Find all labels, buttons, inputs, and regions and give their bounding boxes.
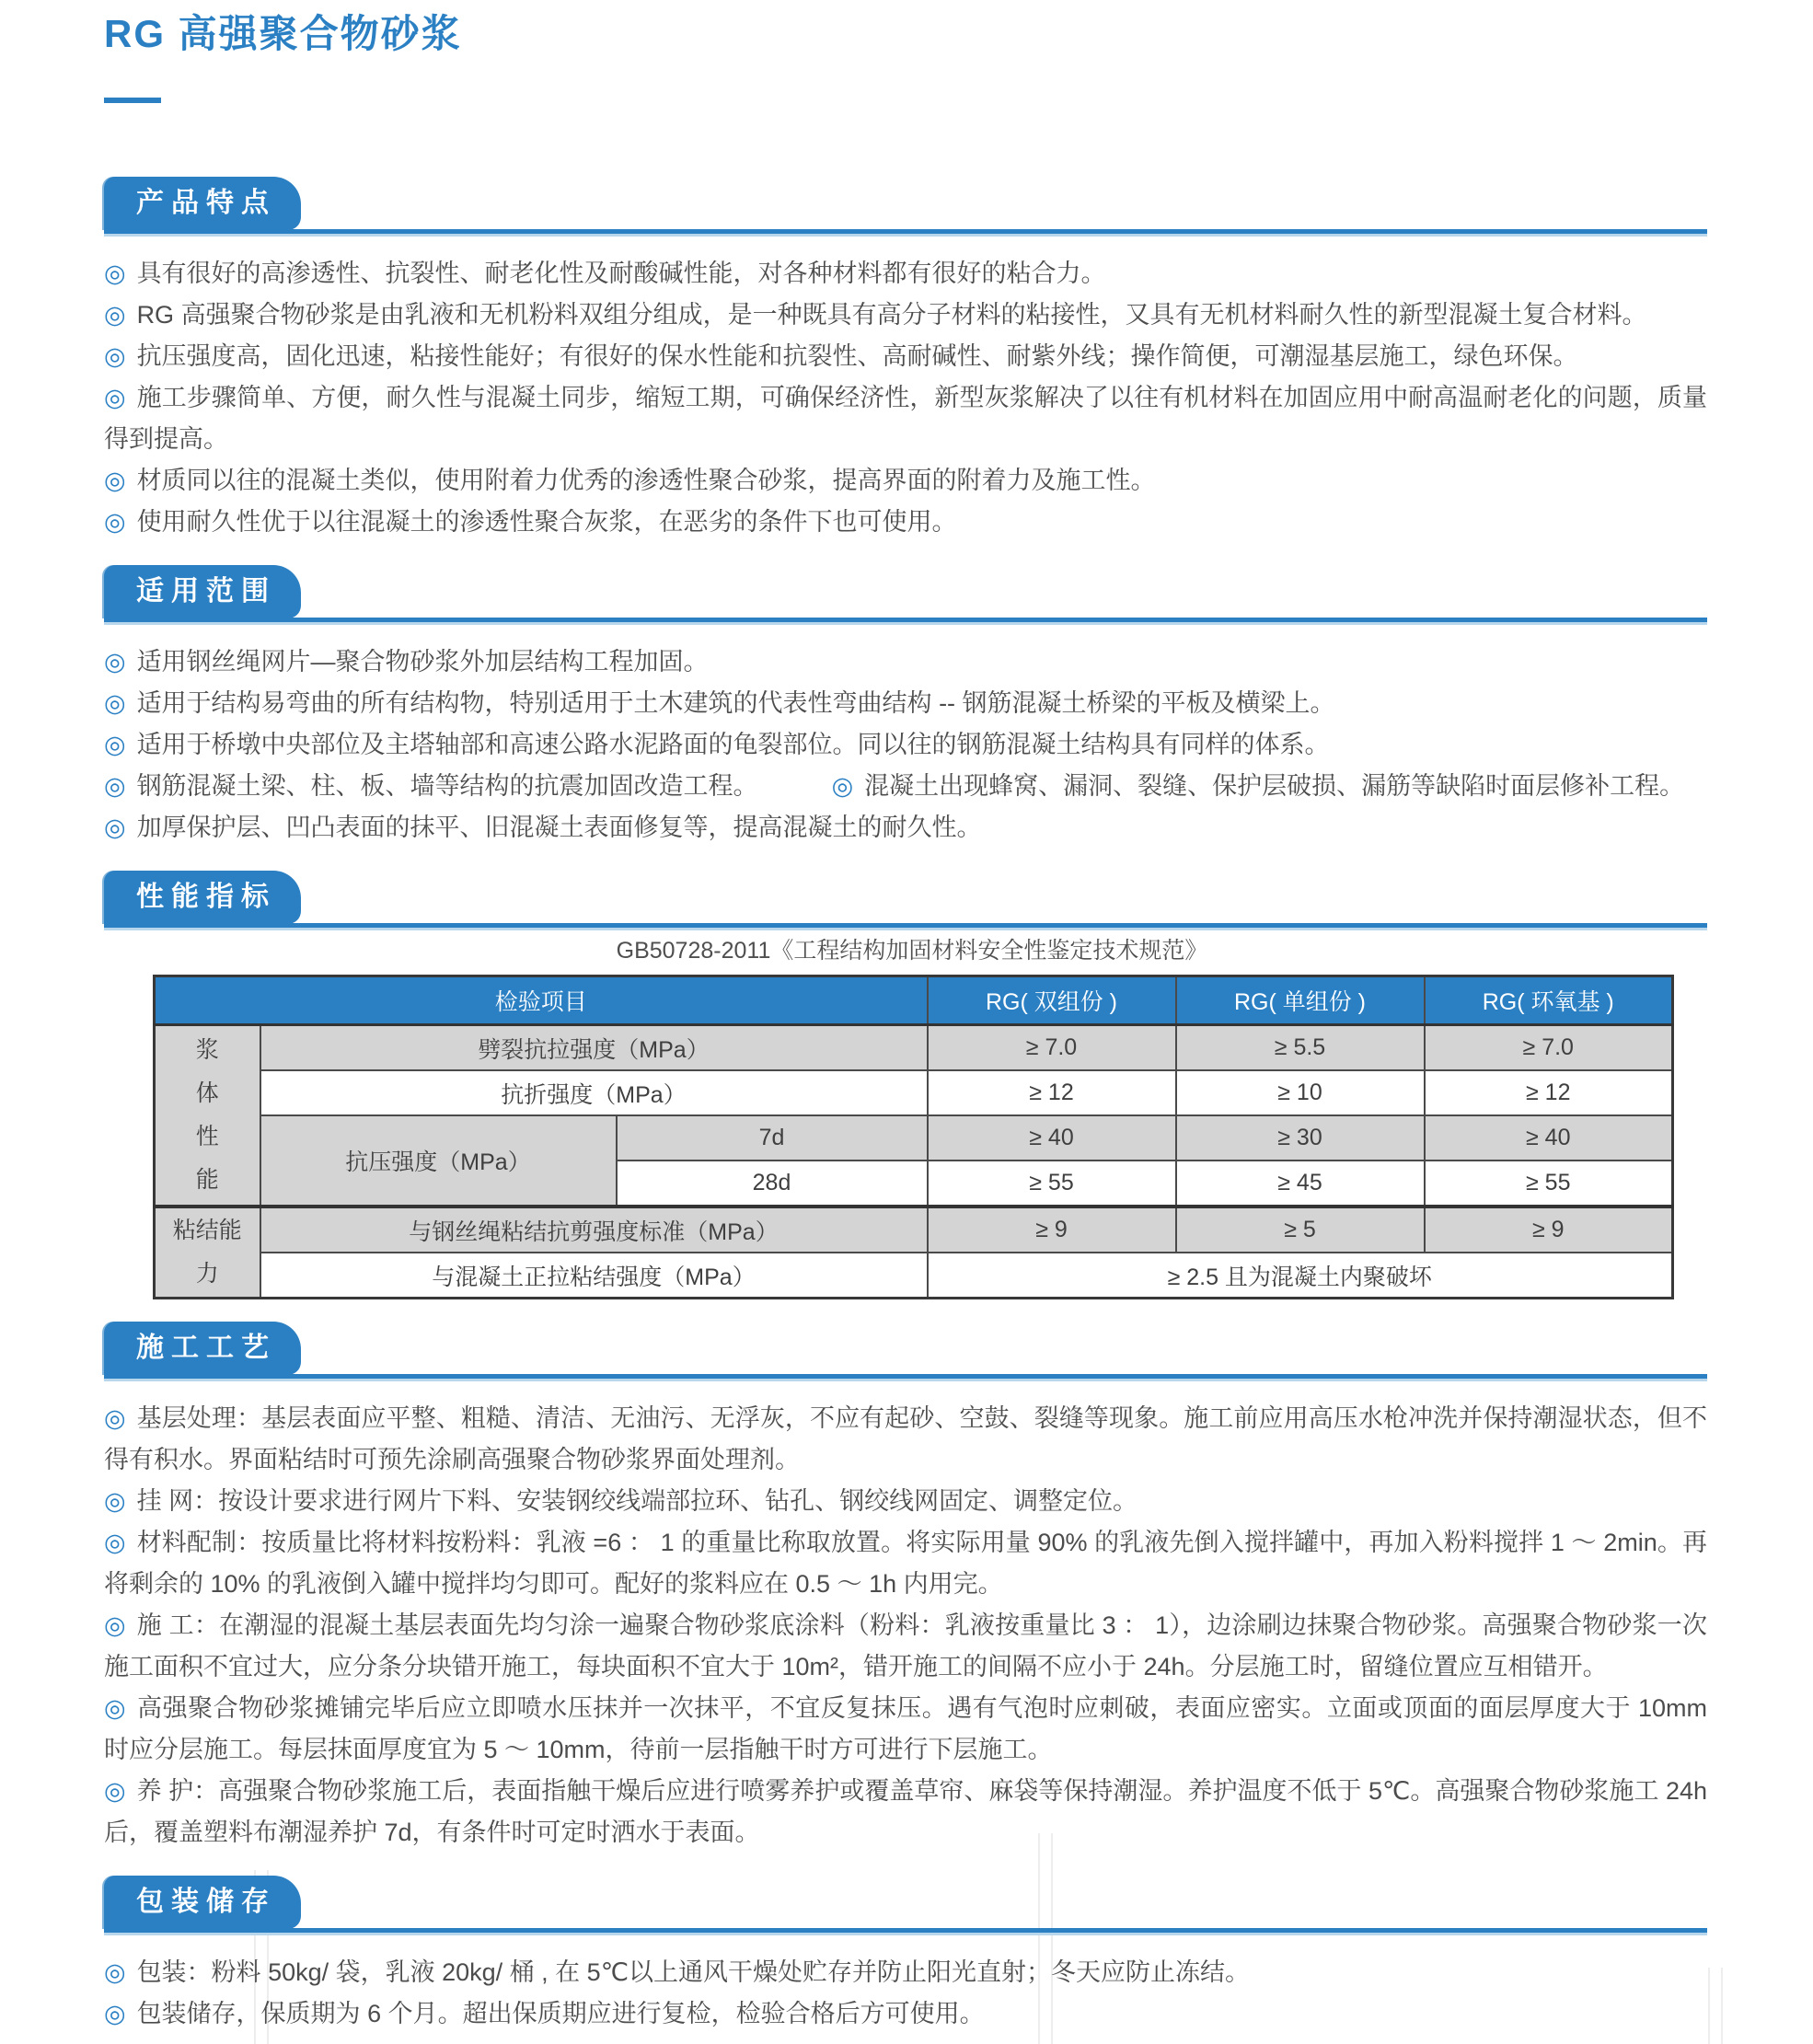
bullet-icon: ◎ — [104, 1529, 126, 1556]
bullet-text: 挂 网：按设计要求进行网片下料、安装钢绞线端部拉环、钻孔、钢绞线网固定、调整定位。 — [136, 1487, 1138, 1515]
section-badge-scope: 适用范围 — [104, 565, 301, 618]
section-rule — [104, 1928, 1707, 1935]
bullet-text: 适用于结构易弯曲的所有结构物，特别适用于土木建筑的代表性弯曲结构 -- 钢筋混凝土桥梁的平板及横梁上。 — [136, 689, 1335, 717]
bullet-text: 适用于桥墩中央部位及主塔轴部和高速公路水泥路面的龟裂部位。同以往的钢筋混凝土结构具有同样的体系。 — [136, 731, 1330, 758]
cell-sub-age: 7d — [617, 1115, 928, 1161]
col-header-rg-double: RG( 双组份 ) — [928, 976, 1176, 1025]
row-item: 劈裂抗拉强度（MPa） — [260, 1025, 928, 1071]
bullet-icon: ◎ — [104, 342, 126, 370]
bullet-text: 适用钢丝绳网片—聚合物砂浆外加层结构工程加固。 — [136, 648, 709, 676]
bullet-item — [104, 336, 1707, 377]
table-row — [155, 1070, 1673, 1115]
bullet-list-process — [104, 1398, 1707, 1853]
section-badge-features: 产品特点 — [104, 177, 301, 230]
bullet-icon: ◎ — [104, 772, 126, 800]
bullet-item — [104, 807, 1707, 849]
bullet-item — [104, 1688, 1707, 1771]
table-row — [155, 1115, 1673, 1161]
cell-value: ≥ 45 — [1176, 1161, 1425, 1207]
bullet-text: 高强聚合物砂浆摊铺完毕后应立即喷水压抹并一次抹平，不宜反复抹压。遇有气泡时应刺破，表面应密实。立面或顶面的面层厚度大于 10mm 时应分层施工。每层抹面厚度宜为 5 ～ 10mm，待前一层指触干时方可进行下层施工。 — [104, 1694, 1708, 1763]
bullet-icon: ◎ — [831, 772, 854, 800]
cell-value: ≥ 12 — [1425, 1070, 1673, 1115]
bullet-item — [104, 1952, 1707, 1993]
bullet-item — [104, 683, 1707, 724]
bullet-item — [104, 294, 1707, 336]
bullet-item — [104, 377, 1707, 460]
bullet-text: 材质同以往的混凝土类似，使用附着力优秀的渗透性聚合砂浆，提高界面的附着力及施工性。 — [136, 467, 1156, 494]
bullet-icon: ◎ — [104, 1611, 126, 1639]
bullet-item — [104, 1481, 1707, 1522]
cell-value: ≥ 55 — [1425, 1161, 1673, 1207]
row-item: 抗压强度（MPa） — [260, 1115, 617, 1207]
section-scope — [104, 565, 1707, 849]
bullet-list-scope — [104, 641, 1707, 849]
section-process — [104, 1322, 1707, 1853]
cell-value-merged: ≥ 2.5 且为混凝土内聚破坏 — [928, 1253, 1673, 1299]
cell-value: ≥ 9 — [928, 1207, 1176, 1253]
bullet-text: 养 护：高强聚合物砂浆施工后，表面指触干燥后应进行喷雾养护或覆盖草帘、麻袋等保持潮湿。养护温度不低于 5℃。高强聚合物砂浆施工 24h 后，覆盖塑料布潮湿养护 7d，有条件时可定时洒水于表面。 — [104, 1777, 1708, 1846]
bullet-icon: ◎ — [104, 1404, 126, 1432]
bullet-text: RG 高强聚合物砂浆是由乳液和无机粉料双组分组成，是一种既具有高分子材料的粘接性，又具有无机材料耐久性的新型混凝土复合材料。 — [136, 301, 1647, 329]
cell-sub-age: 28d — [617, 1161, 928, 1207]
bullet-icon: ◎ — [104, 1958, 126, 1986]
bullet-item-inline — [832, 772, 1685, 800]
col-header-rg-single: RG( 单组份 ) — [1176, 976, 1425, 1025]
bullet-icon: ◎ — [104, 648, 126, 676]
bullet-text: 包装：粉料 50kg/ 袋，乳液 20kg/ 桶 , 在 5℃以上通风干燥处贮存并防止阳光直射；冬天应防止冻结。 — [136, 1958, 1251, 1986]
bullet-list-packaging — [104, 1952, 1707, 2035]
row-item: 与混凝土正拉粘结强度（MPa） — [260, 1253, 928, 1299]
cell-value: ≥ 12 — [928, 1070, 1176, 1115]
bullet-item — [104, 1522, 1707, 1605]
row-item: 抗折强度（MPa） — [260, 1070, 928, 1115]
bullet-text: 加厚保护层、凹凸表面的抹平、旧混凝土表面修复等，提高混凝土的耐久性。 — [136, 814, 982, 841]
section-performance — [104, 871, 1707, 1299]
cell-value: ≥ 40 — [928, 1115, 1176, 1161]
bullet-item — [104, 253, 1707, 294]
cell-value: ≥ 30 — [1176, 1115, 1425, 1161]
bullet-icon: ◎ — [104, 1487, 126, 1515]
bullet-text: 包装储存，保质期为 6 个月。超出保质期应进行复检，检验合格后方可使用。 — [136, 2000, 985, 2027]
bullet-item — [104, 1771, 1707, 1853]
section-rule — [104, 618, 1707, 625]
table-caption: GB50728-2011《工程结构加固材料安全性鉴定技术规范》 — [616, 938, 1208, 964]
section-badge-packaging: 包装储存 — [104, 1876, 301, 1929]
row-group-slurry: 浆体性能 — [155, 1025, 260, 1207]
bullet-icon: ◎ — [104, 384, 126, 411]
bullet-text: 钢筋混凝土梁、柱、板、墙等结构的抗震加固改造工程。 — [136, 772, 758, 800]
title-underline — [104, 98, 161, 103]
section-packaging — [104, 1876, 1707, 2035]
bullet-list-features — [104, 253, 1707, 543]
bullet-text: 混凝土出现蜂窝、漏洞、裂缝、保护层破损、漏筋等缺陷时面层修补工程。 — [864, 772, 1685, 800]
bullet-text: 施 工：在潮湿的混凝土基层表面先均匀涂一遍聚合物砂浆底涂料（粉料：乳液按重量比 3 ： 1），边涂刷边抹聚合物砂浆。高强聚合物砂浆一次施工面积不宜过大，应分条分块错开施工，每块面积不宜大于 10m²，错开施工的间隔不应小于 24h。分层施工时，留缝位置应互相错开。 — [104, 1611, 1707, 1680]
section-badge-performance: 性能指标 — [104, 871, 301, 924]
bullet-icon: ◎ — [104, 814, 126, 841]
performance-table — [153, 975, 1674, 1299]
page-title: RG 高强聚合物砂浆 — [104, 12, 462, 55]
row-item: 与钢丝绳粘结抗剪强度标准（MPa） — [260, 1207, 928, 1253]
bullet-icon: ◎ — [104, 467, 126, 494]
bullet-text: 使用耐久性优于以往混凝土的渗透性聚合灰浆，在恶劣的条件下也可使用。 — [136, 508, 957, 536]
bullet-item — [104, 641, 1707, 683]
bullet-item — [104, 502, 1707, 543]
cell-value: ≥ 7.0 — [1425, 1025, 1673, 1071]
row-group-bond: 粘结能力 — [155, 1207, 260, 1299]
bullet-icon: ◎ — [104, 731, 126, 758]
bullet-item — [104, 1398, 1707, 1481]
bullet-text: 具有很好的高渗透性、抗裂性、耐老化性及耐酸碱性能，对各种材料都有很好的粘合力。 — [136, 260, 1106, 287]
col-header-rg-epoxy: RG( 环氧基 ) — [1425, 976, 1673, 1025]
bullet-icon: ◎ — [104, 1777, 126, 1805]
cell-value: ≥ 5 — [1176, 1207, 1425, 1253]
bullet-item — [104, 724, 1707, 766]
bullet-item — [104, 460, 1707, 502]
bullet-item — [104, 1605, 1707, 1688]
bullet-text: 施工步骤简单、方便，耐久性与混凝土同步，缩短工期，可确保经济性，新型灰浆解决了以往有机材料在加固应用中耐高温耐老化的问题，质量得到提高。 — [104, 384, 1708, 453]
bullet-icon: ◎ — [104, 1694, 127, 1722]
section-rule — [104, 1374, 1707, 1381]
table-row — [155, 1207, 1673, 1253]
bullet-icon: ◎ — [104, 508, 126, 536]
bullet-item — [104, 766, 1707, 807]
section-features — [104, 177, 1707, 543]
bullet-icon: ◎ — [104, 301, 126, 329]
section-rule — [104, 229, 1707, 237]
bullet-icon: ◎ — [104, 689, 126, 717]
bullet-icon: ◎ — [104, 260, 126, 287]
bullet-text: 材料配制：按质量比将材料按粉料：乳液 =6 ： 1 的重量比称取放置。将实际用量 90% 的乳液先倒入搅拌罐中，再加入粉料搅拌 1 ～ 2min。再将剩余的 10% 的乳液倒入罐中搅拌均匀即可。配好的浆料应在 0.5 ～ 1h 内用完。 — [104, 1529, 1708, 1598]
bullet-icon: ◎ — [104, 2000, 126, 2027]
cell-value: ≥ 7.0 — [928, 1025, 1176, 1071]
table-row — [155, 1025, 1673, 1071]
cell-value: ≥ 10 — [1176, 1070, 1425, 1115]
col-header-item: 检验项目 — [155, 976, 928, 1025]
bullet-text: 抗压强度高，固化迅速，粘接性能好；有很好的保水性能和抗裂性、高耐碱性、耐紫外线；操作简便，可潮湿基层施工，绿色环保。 — [136, 342, 1578, 370]
bullet-text: 基层处理：基层表面应平整、粗糙、清洁、无油污、无浮灰，不应有起砂、空鼓、裂缝等现象。施工前应用高压水枪冲洗并保持潮湿状态，但不得有积水。界面粘结时可预先涂刷高强聚合物砂浆界面处理剂。 — [104, 1404, 1708, 1473]
bullet-item — [104, 1993, 1707, 2035]
cell-value: ≥ 9 — [1425, 1207, 1673, 1253]
cell-value: ≥ 40 — [1425, 1115, 1673, 1161]
section-badge-process: 施工工艺 — [104, 1322, 301, 1375]
cell-value: ≥ 5.5 — [1176, 1025, 1425, 1071]
table-row — [155, 1253, 1673, 1299]
section-rule — [104, 923, 1707, 930]
table-header-row — [155, 976, 1673, 1025]
cell-value: ≥ 55 — [928, 1161, 1176, 1207]
